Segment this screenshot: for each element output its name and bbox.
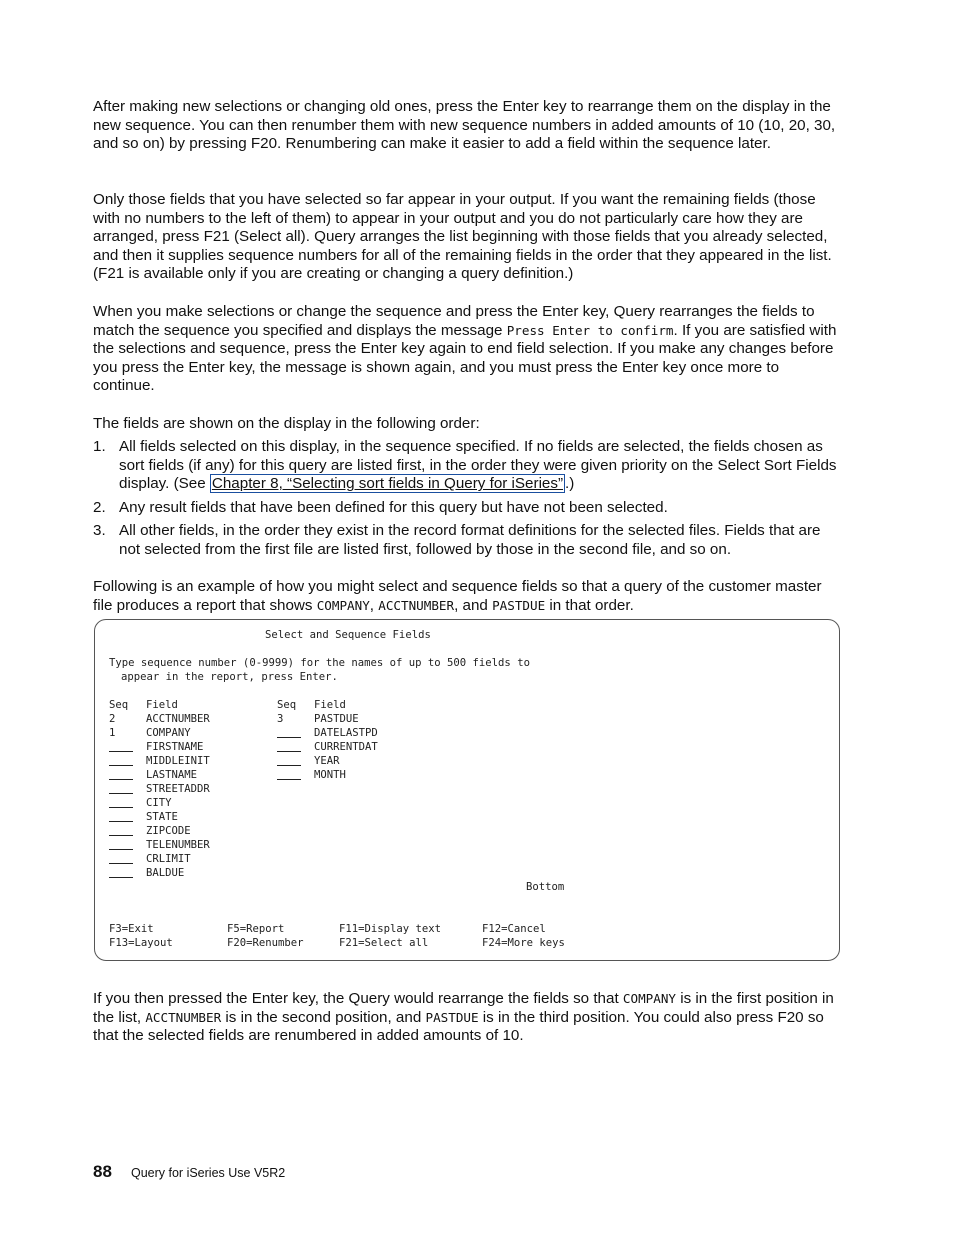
p5-code-pastdue: PASTDUE (492, 597, 546, 613)
field-name: CURRENTDAT (314, 741, 378, 753)
field-name: ZIPCODE (146, 825, 191, 837)
screen-instruction-1: Type sequence number (0-9999) for the names of up to 500 fields to (109, 657, 530, 669)
p6-code-acctnumber: ACCTNUMBER (145, 1009, 222, 1025)
p5-text-b: in that order. (545, 596, 634, 614)
key-f5-report[interactable]: F5=Report (227, 923, 285, 935)
sequence-number-input[interactable]: 1 (109, 727, 116, 739)
book-title: Query for iSeries Use V5R2 (131, 1166, 286, 1180)
field-name: COMPANY (146, 727, 191, 739)
list-number: 3. (93, 522, 106, 539)
p6-text-c: is in the second position, and (221, 1008, 426, 1026)
list-text (119, 438, 839, 494)
key-f11-display-text[interactable]: F11=Display text (339, 923, 442, 935)
field-name: CRLIMIT (146, 853, 191, 865)
sequence-number-input[interactable] (109, 769, 133, 780)
field-name: LASTNAME (146, 769, 198, 781)
p5-code-acctnumber: ACCTNUMBER (378, 597, 455, 613)
field-name: FIRSTNAME (146, 741, 204, 753)
paragraph-enter-confirm (93, 303, 843, 396)
sequence-number-input[interactable] (109, 825, 133, 836)
chapter-8-link[interactable]: Chapter 8, “Selecting sort fields in Query for iSeries” (211, 475, 564, 493)
field-name: CITY (146, 797, 172, 809)
sequence-number-input[interactable] (109, 867, 133, 878)
sequence-number-input[interactable] (109, 811, 133, 822)
field-name: PASTDUE (314, 713, 359, 725)
sequence-number-input[interactable]: 2 (109, 713, 116, 725)
p6-text-a: If you then pressed the Enter key, the Query would rearrange the fields so that (93, 990, 623, 1007)
paragraph-rearranged-result (93, 990, 843, 1046)
list-text: All other fields, in the order they exist in the record format definitions for the selected files. Fields that are not selected from the first file are listed first, followed by those in the second file, and so on. (119, 522, 821, 558)
key-f21-select-all[interactable]: F21=Select all (339, 937, 429, 949)
sequence-number-input[interactable] (109, 839, 133, 850)
field-name: MIDDLEINIT (146, 755, 210, 767)
field-name: STATE (146, 811, 178, 823)
p6-code-pastdue: PASTDUE (425, 1009, 479, 1025)
p3-message-code: Press Enter to confirm (506, 322, 674, 338)
field-name: ACCTNUMBER (146, 713, 210, 725)
header-seq-left: Seq (109, 699, 129, 711)
paragraph-example-intro (93, 578, 843, 615)
select-sequence-screen (94, 619, 840, 961)
key-f3-exit[interactable]: F3=Exit (109, 923, 154, 935)
p6-text-d: is in the third position. You could also press F20 so that the selected fields are renumbered in added amounts of 10. (93, 1008, 824, 1045)
field-name: BALDUE (146, 867, 185, 879)
p5-sep1: , (369, 596, 379, 614)
paragraph-display-order: The fields are shown on the display in the following order: (93, 415, 480, 432)
p6-code-company: COMPANY (622, 991, 676, 1006)
screen-title: Select and Sequence Fields (265, 629, 431, 641)
p5-sep2: , and (454, 596, 493, 614)
bottom-indicator: Bottom (526, 881, 565, 893)
sequence-number-input[interactable] (277, 769, 301, 780)
sequence-number-input[interactable] (109, 797, 133, 808)
list-item-1 (93, 438, 843, 498)
p3-text-a: When you make selections or change the sequence and press the Enter key, Query rearranges the fields to match the sequence you specified and displays the message (93, 303, 815, 339)
sequence-number-input[interactable] (109, 741, 133, 752)
header-field-right: Field (314, 699, 346, 711)
list-text-b: .) (565, 475, 575, 493)
sequence-number-input[interactable] (277, 741, 301, 752)
header-seq-right: Seq (277, 699, 297, 711)
field-name: MONTH (314, 769, 346, 781)
sequence-number-input[interactable] (109, 783, 133, 794)
p6-text-b: is in the first position in the list, (93, 990, 834, 1026)
key-f24-more-keys[interactable]: F24=More keys (482, 937, 565, 949)
sequence-number-input[interactable]: 3 (277, 713, 284, 725)
list-number: 2. (93, 499, 106, 516)
field-name: TELENUMBER (146, 839, 210, 851)
key-f13-layout[interactable]: F13=Layout (109, 937, 173, 949)
screen-instruction-2: appear in the report, press Enter. (121, 671, 338, 683)
paragraph-select-all: Only those fields that you have selected so far appear in your output. If you want the remaining fields (those with no numbers to the left of them) to appear in your output and you do not particularly care how they are arranged, press F21 (Select all). Query arranges the list beginning with those fields that you already selected, and then it supplies sequence numbers for all of the remaining fields in the order that they appeared in the list. (F21 is available only if you are creating or changing a query definition.) (93, 191, 832, 283)
field-name: DATELASTPD (314, 727, 378, 739)
field-name: STREETADDR (146, 783, 210, 795)
list-number: 1. (93, 438, 106, 455)
header-field-left: Field (146, 699, 178, 711)
sequence-number-input[interactable] (109, 755, 133, 766)
list-text-a: All fields selected on this display, in the sequence specified. If no fields are selected, the fields chosen as sort fields (if any) for this query are listed first, in the order they were given priority on the Select Sort Fields display. (See (119, 438, 837, 493)
sequence-number-input[interactable] (109, 853, 133, 864)
list-item-2 (93, 499, 843, 519)
list-item-3 (93, 522, 843, 562)
paragraph-renumbering: After making new selections or changing old ones, press the Enter key to rearrange them on the display in the new sequence. You can then renumber them with new sequence numbers in added amounts of 10 (10, 20, 30, and so on) by pressing F20. Renumbering can make it easier to add a field within the sequence later. (93, 98, 836, 153)
p3-text-b: . If you are satisfied with the selections and sequence, press the Enter key again to end field selection. If you make any changes before you press the Enter key, the message is shown again, and you must press the Enter key once more to continue. (93, 321, 837, 395)
sequence-number-input[interactable] (277, 727, 301, 738)
page-number: 88 (93, 1162, 112, 1181)
sequence-number-input[interactable] (277, 755, 301, 766)
field-name: YEAR (314, 755, 340, 767)
key-f20-renumber[interactable]: F20=Renumber (227, 937, 304, 949)
list-text: Any result fields that have been defined for this query but have not been selected. (119, 499, 668, 516)
p5-text-a: Following is an example of how you might select and sequence fields so that a query of the customer master file produces a report that shows (93, 578, 822, 614)
key-f12-cancel[interactable]: F12=Cancel (482, 923, 546, 935)
p5-code-company: COMPANY (316, 597, 370, 613)
